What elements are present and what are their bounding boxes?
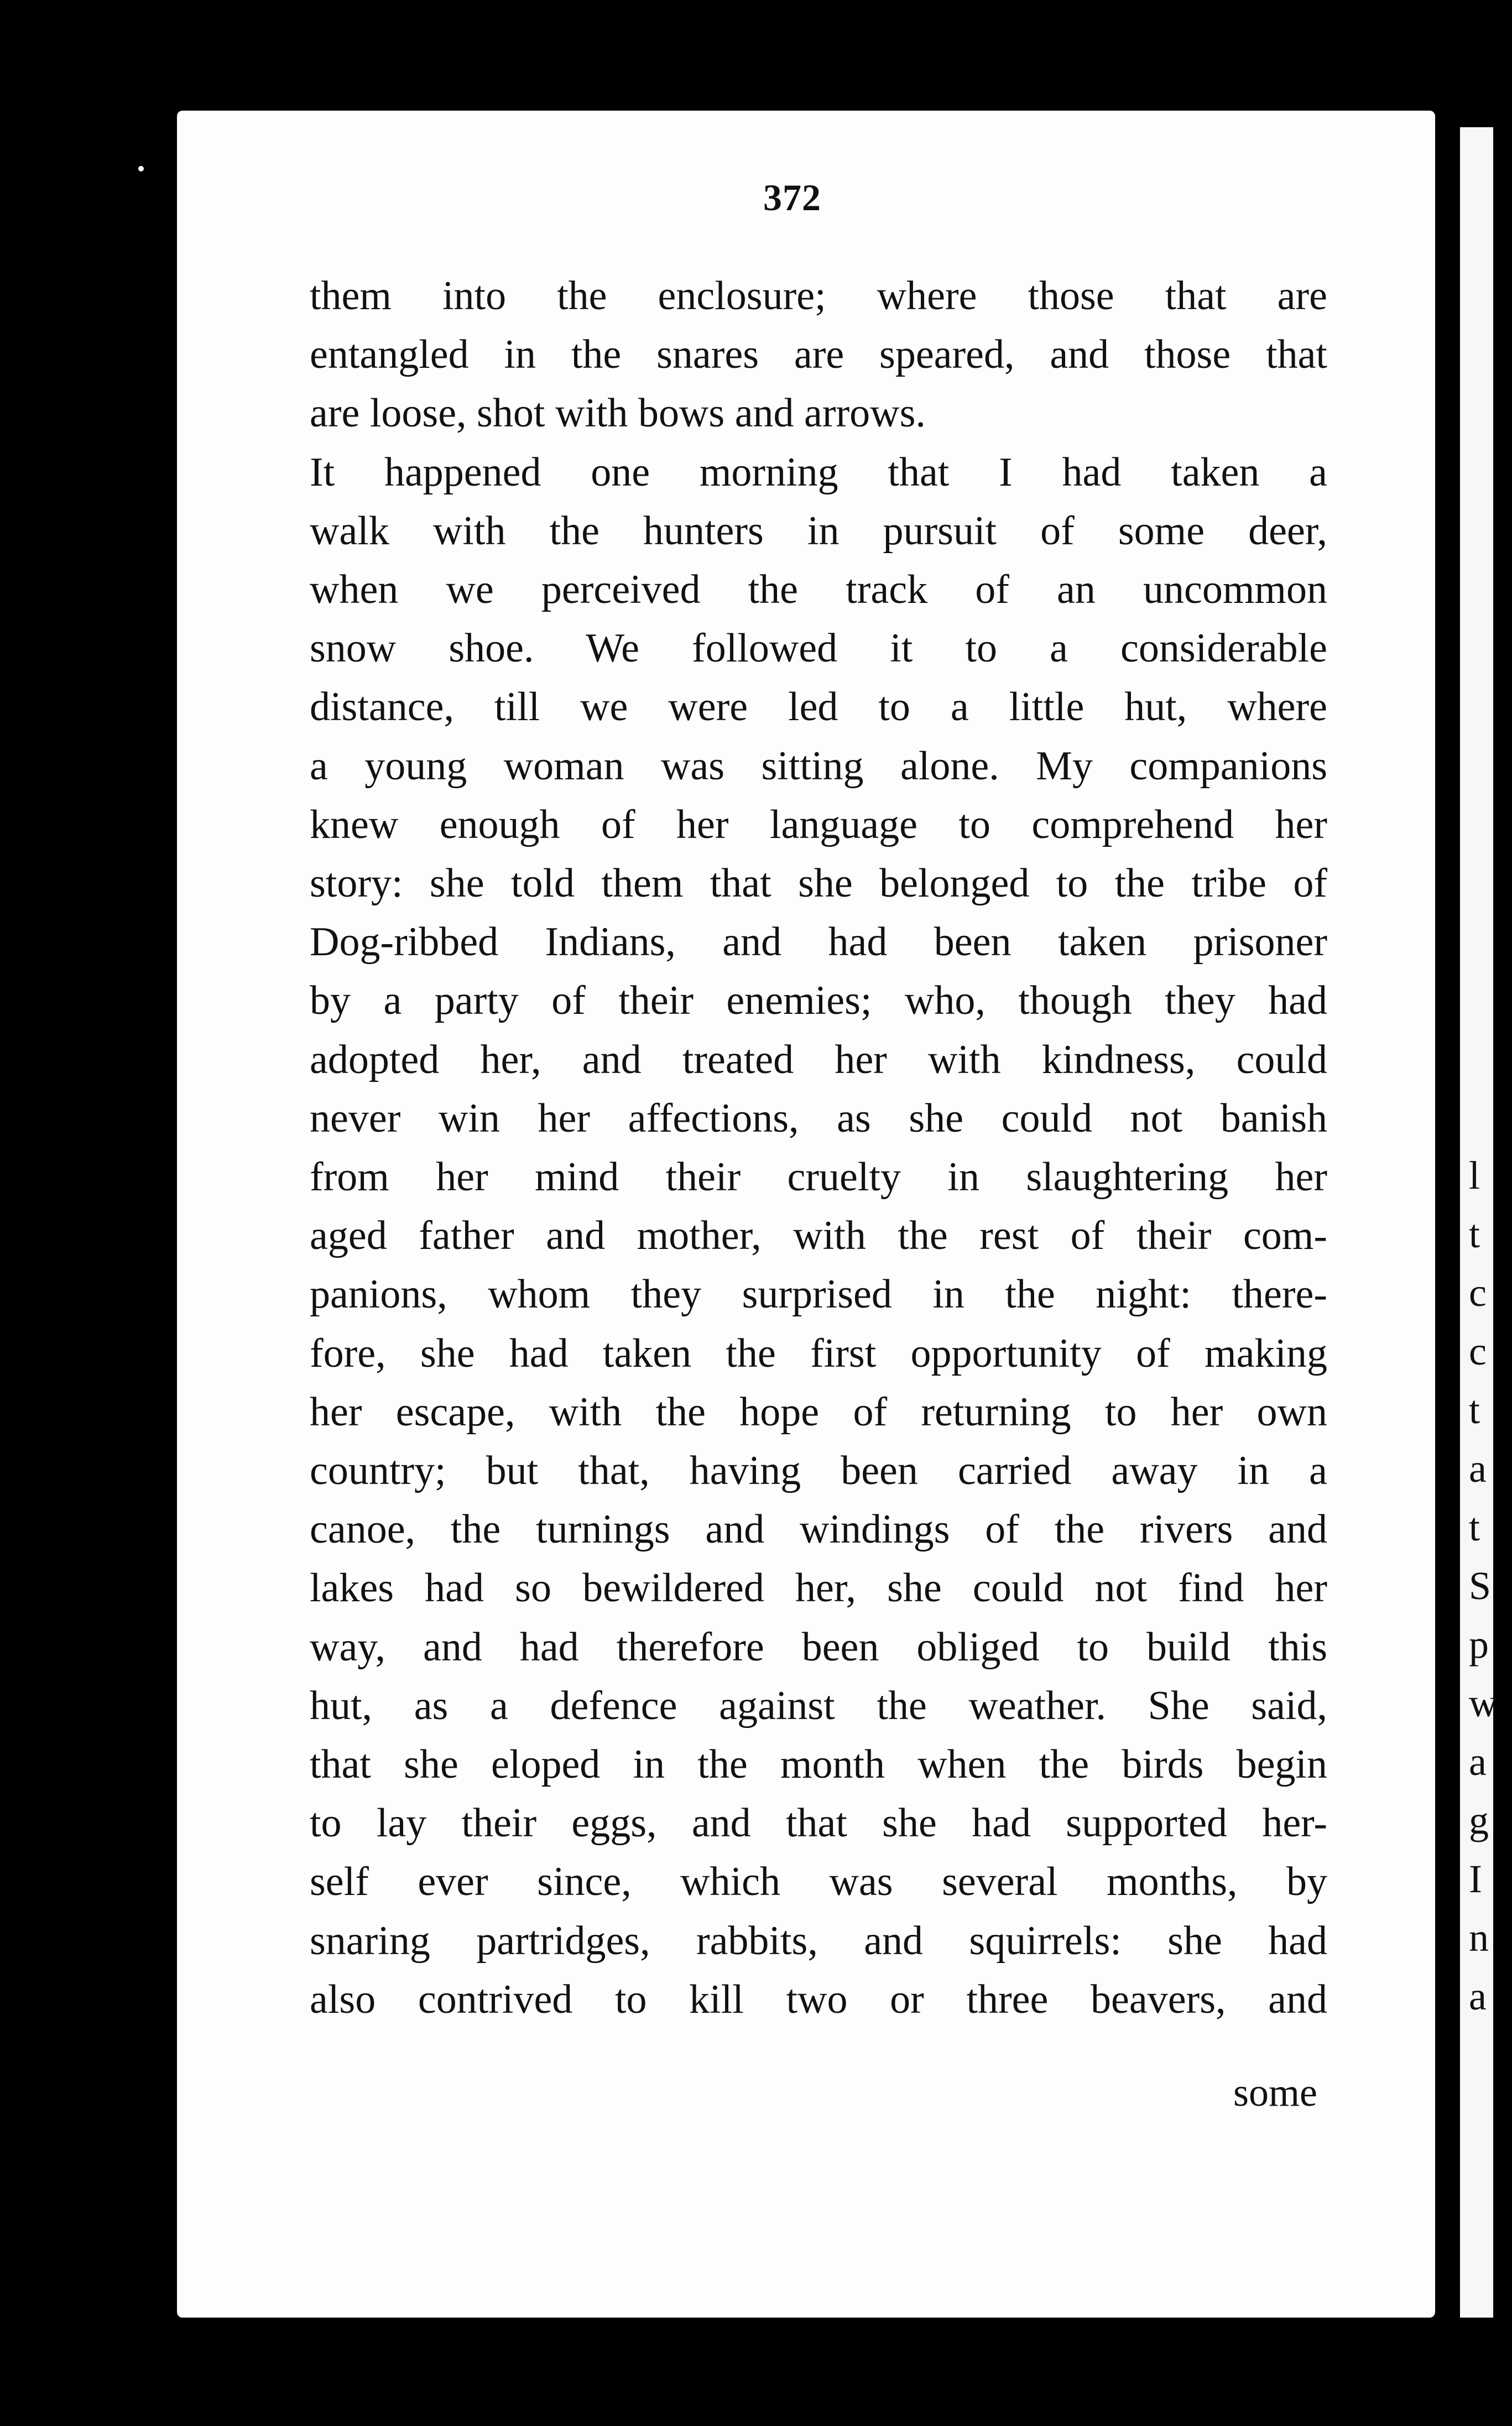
text-line: a young woman was sitting alone. My companions: [310, 743, 1327, 789]
text-line: also contrived to kill two or three beavers, and: [310, 1976, 1327, 2022]
text-line: never win her affections, as she could not banish: [310, 1095, 1327, 1141]
adjacent-page-letter: l: [1469, 1153, 1480, 1198]
text-line: panions, whom they surprised in the night: there-: [310, 1272, 1327, 1318]
text-line: self ever since, which was several months, by: [310, 1859, 1327, 1905]
adjacent-page-letter: t: [1469, 1212, 1480, 1256]
adjacent-page-letter: g: [1469, 1798, 1489, 1842]
text-line: by a party of their enemies; who, though they had: [310, 978, 1327, 1024]
text-line: that she eloped in the month when the birds begin: [310, 1742, 1327, 1788]
adjacent-page-letter: t: [1469, 1388, 1480, 1432]
adjacent-page-letter: c: [1469, 1329, 1487, 1373]
adjacent-page-letter: a: [1469, 1974, 1487, 2018]
text-line: adopted her, and treated her with kindness, could: [310, 1037, 1327, 1082]
text-line: are loose, shot with bows and arrows.: [310, 391, 926, 436]
adjacent-page-letter: c: [1469, 1271, 1487, 1315]
adjacent-page-letter: t: [1469, 1505, 1480, 1549]
text-line: walk with the hunters in pursuit of some deer,: [310, 508, 1327, 554]
scan-speck: [1398, 1847, 1402, 1852]
text-line: distance, till we were led to a little hut, where: [310, 684, 1327, 730]
text-line: way, and had therefore been obliged to build this: [310, 1624, 1327, 1670]
text-line: snow shoe. We followed it to a considerable: [310, 626, 1327, 671]
text-line: knew enough of her language to comprehend her: [310, 801, 1327, 847]
text-line: from her mind their cruelty in slaughtering her: [310, 1154, 1327, 1200]
text-line: story: she told them that she belonged to the tribe of: [310, 861, 1327, 907]
text-line: entangled in the snares are speared, and those that: [310, 332, 1327, 378]
text-line: them into the enclosure; where those that are: [310, 273, 1327, 319]
adjacent-page-letter: p: [1469, 1622, 1489, 1667]
text-line: hut, as a defence against the weather. She said,: [310, 1683, 1327, 1729]
text-line: Dog-ribbed Indians, and had been taken prisoner: [310, 919, 1327, 965]
text-line: It happened one morning that I had taken a: [310, 449, 1327, 495]
catchword: some: [1233, 2070, 1317, 2115]
text-line: her escape, with the hope of returning to her own: [310, 1389, 1327, 1435]
adjacent-page-letter: n: [1469, 1915, 1489, 1960]
scan-speck: [138, 166, 144, 171]
scan-speck: [1349, 744, 1354, 748]
body-text: [310, 267, 1327, 2029]
text-line: fore, she had taken the first opportunity of making: [310, 1330, 1327, 1376]
text-line: when we perceived the track of an uncommon: [310, 567, 1327, 613]
page-number: 372: [763, 176, 821, 218]
text-line: country; but that, having been carried away in a: [310, 1448, 1327, 1494]
adjacent-page-letter: I: [1469, 1857, 1482, 1901]
adjacent-page-letter: S: [1469, 1564, 1492, 1608]
adjacent-page-fragments: [1469, 1146, 1498, 2026]
text-line: aged father and mother, with the rest of their com-: [310, 1213, 1327, 1259]
adjacent-page-letter: a: [1469, 1740, 1487, 1784]
adjacent-page-letter: w: [1469, 1681, 1498, 1725]
adjacent-page-letter: a: [1469, 1446, 1487, 1491]
text-line: canoe, the turnings and windings of the rivers and: [310, 1507, 1327, 1553]
text-line: snaring partridges, rabbits, and squirrels: she had: [310, 1918, 1327, 1964]
text-line: to lay their eggs, and that she had supported her-: [310, 1800, 1327, 1846]
text-line: lakes had so bewildered her, she could not find her: [310, 1565, 1327, 1611]
